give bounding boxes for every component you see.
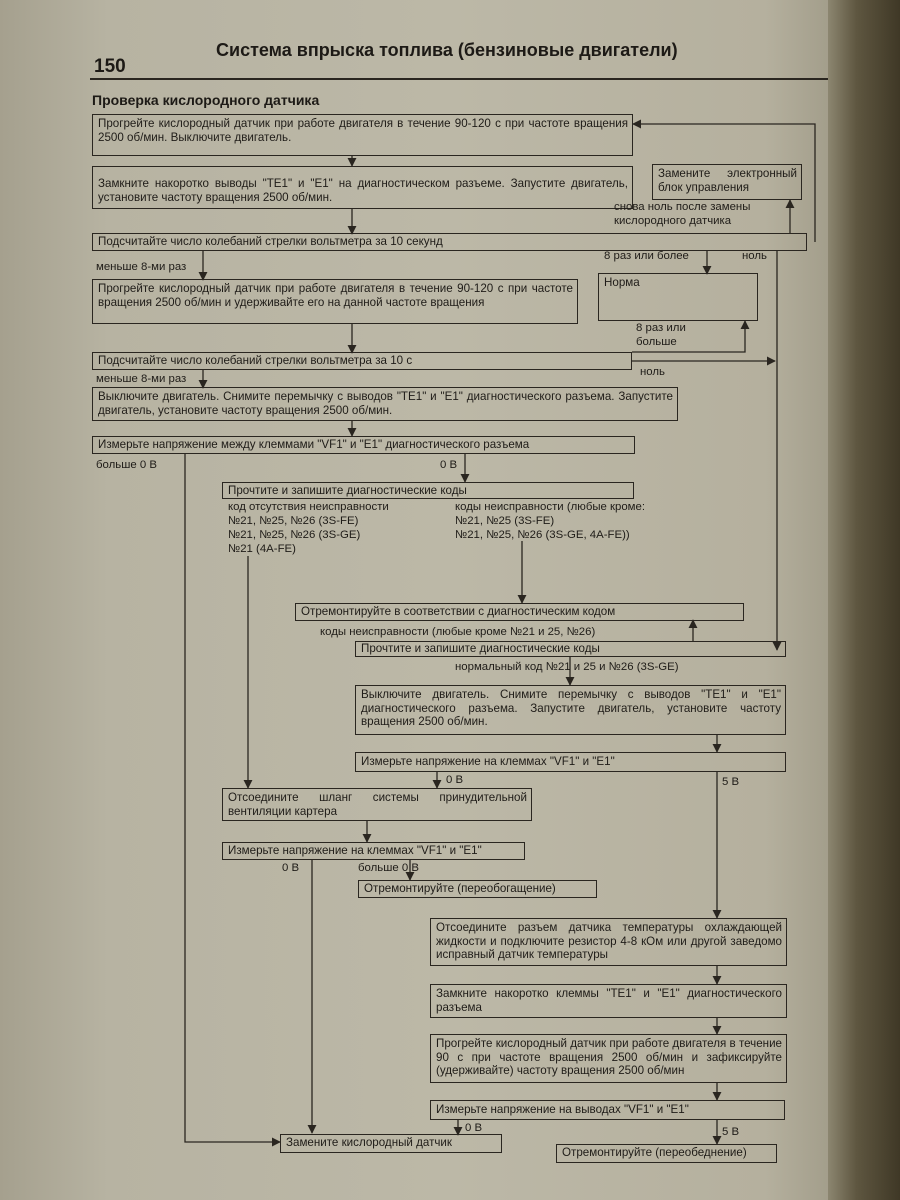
step-short-te1-e1-2: Замкните накоротко клеммы "TE1" и "E1" диагностического разъема: [430, 984, 787, 1018]
label-no-fault-codes: код отсутствия неисправности №21, №25, №26 (3S-FE) №21, №25, №26 (3S-GE) №21 (4A-FE): [228, 501, 389, 555]
result-normal: Норма: [598, 273, 758, 321]
step-disconnect-coolant-sensor: Отсоедините разъем датчика температуры охлаждающей жидкости и подключите резистор 4-8 кОм или другой заведомо исправный датчик температуры: [430, 918, 787, 966]
step-replace-ecu: Замените электронный блок управления: [652, 164, 802, 200]
step-read-codes-2: Прочтите и запишите диагностические коды: [355, 641, 786, 657]
page-number: 150: [94, 56, 126, 77]
label-less-8-2: меньше 8-ми раз: [96, 373, 187, 385]
step-remove-jumper: Выключите двигатель. Снимите перемычку с выводов "TE1" и "E1" диагностического разъема. Запустите двигатель, установите частоту вращения 2500 об/мин.: [92, 387, 678, 421]
label-5v: 5 В: [722, 776, 740, 788]
label-fault-codes-any: коды неисправности (любые кроме №21 и 25, №26): [320, 626, 596, 638]
step-repair-rich: Отремонтируйте (переобогащение): [358, 880, 597, 898]
label-0v-3: 0 В: [282, 862, 300, 874]
label-fault-codes: коды неисправности (любые кроме: №21, №25 (3S-FE) №21, №25, №26 (3S-GE, 4A-FE)): [455, 501, 646, 541]
book-spine-shadow: [828, 0, 900, 1200]
step-measure-vf1-e1-4: Измерьте напряжение на выводах "VF1" и "E1": [430, 1100, 785, 1120]
step-measure-vf1-e1: Измерьте напряжение между клеммами "VF1" и "E1" диагностического разъема: [92, 436, 635, 454]
label-0v-2: 0 В: [446, 774, 464, 786]
label-5v-2: 5 В: [722, 1126, 740, 1138]
label-zero: ноль: [742, 250, 767, 262]
step-read-codes: Прочтите и запишите диагностические коды: [222, 482, 634, 499]
label-less-8: меньше 8-ми раз: [96, 261, 187, 273]
label-8-or-more-2: 8 раз или больше: [636, 322, 686, 348]
step-remove-jumper-2: Выключите двигатель. Снимите перемычку с выводов "TE1" и "E1" диагностического разъема. Запустите двигатель, установите частоту вращения 2500 об/мин.: [355, 685, 786, 735]
step-count-needle-10s: Подсчитайте число колебаний стрелки вольтметра за 10 секунд: [92, 233, 807, 251]
label-normal-code: нормальный код №21 и 25 и №26 (3S-GE): [455, 661, 679, 673]
step-repair-lean: Отремонтируйте (переобеднение): [556, 1144, 777, 1163]
step-measure-vf1-e1-3: Измерьте напряжение на клеммах "VF1" и "E1": [222, 842, 525, 860]
step-repair-by-code: Отремонтируйте в соответствии с диагностическим кодом: [295, 603, 744, 621]
label-more-0v: больше 0 В: [96, 459, 157, 471]
step-warm-up-sensor: Прогрейте кислородный датчик при работе двигателя в течение 90-120 с при частоте вращения 2500 об/мин. Выключите двигатель.: [92, 114, 633, 156]
label-zero-after-sensor: снова ноль после замены кислородного датчика: [614, 201, 751, 227]
step-short-te1-e1: Замкните накоротко выводы "TE1" и "E1" на диагностическом разъеме. Запустите двигатель, установите частоту вращения 2500 об/мин.: [92, 166, 633, 209]
label-zero-2: ноль: [640, 366, 665, 378]
label-more-0v-2: больше 0 В: [358, 862, 419, 874]
step-measure-vf1-e1-2: Измерьте напряжение на клеммах "VF1" и "E1": [355, 752, 786, 772]
label-8-or-more: 8 раз или более: [604, 250, 689, 262]
step-warm-up-sensor-2: Прогрейте кислородный датчик при работе двигателя в течение 90 с при частоте вращения 2500 об/мин и зафиксируйте (удерживайте) частоту вращения 2500 об/мин: [430, 1034, 787, 1083]
chapter-title: Система впрыска топлива (бензиновые двигатели): [216, 40, 678, 60]
step-disconnect-pcv-hose: Отсоедините шланг системы принудительной вентиляции картера: [222, 788, 532, 821]
step-replace-oxygen-sensor: Замените кислородный датчик: [280, 1134, 502, 1153]
section-title: Проверка кислородного датчика: [92, 92, 320, 108]
step-count-needle-10s-2: Подсчитайте число колебаний стрелки вольтметра за 10 с: [92, 352, 632, 370]
step-warm-up-hold: Прогрейте кислородный датчик при работе двигателя в течение 90-120 с при частоте вращения 2500 об/мин и удерживайте его на данной частоте вращения: [92, 279, 578, 324]
label-0v: 0 В: [440, 459, 458, 471]
label-0v-4: 0 В: [465, 1122, 483, 1134]
